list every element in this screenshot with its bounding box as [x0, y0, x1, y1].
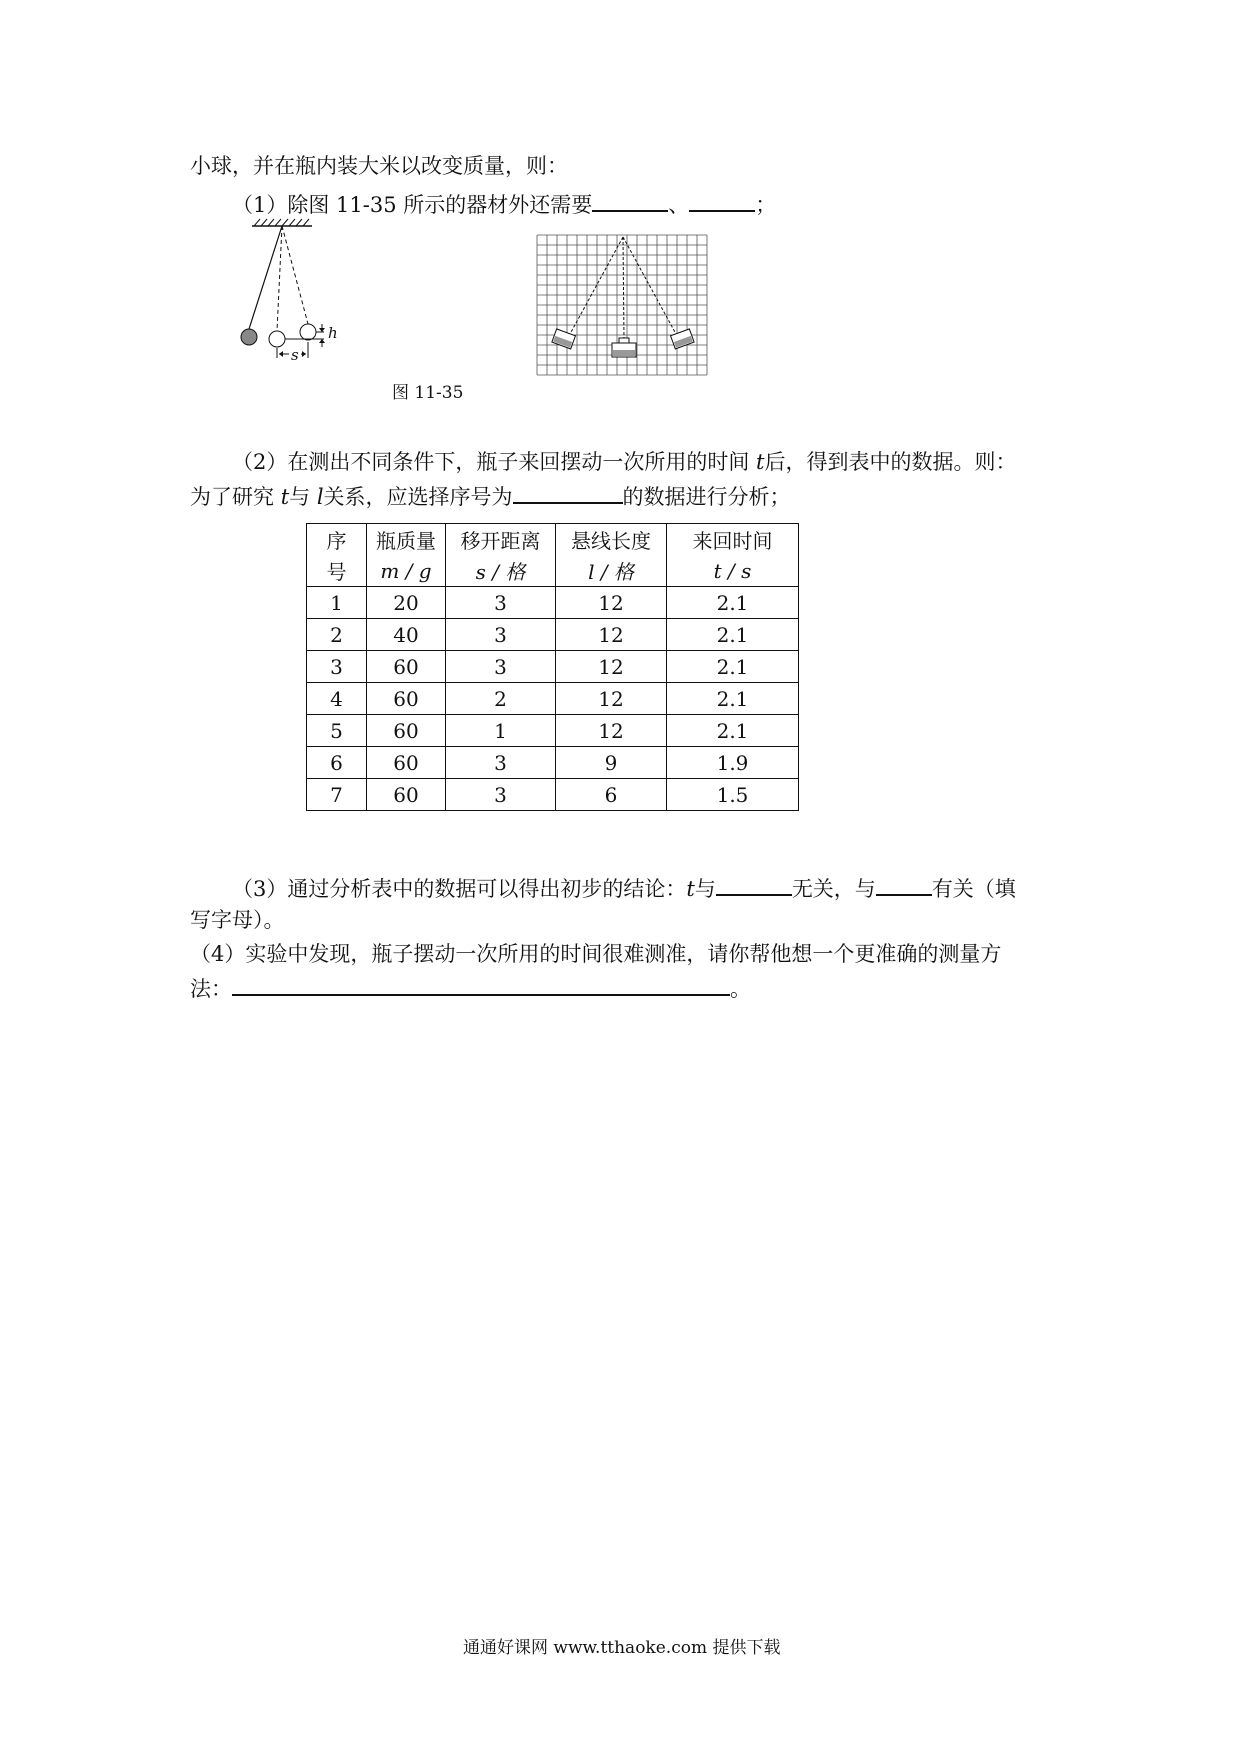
header-cell: 来回时间: [667, 524, 799, 556]
table-row: [307, 715, 799, 747]
table-cell: 60: [367, 747, 446, 779]
header-cell: 悬线长度: [556, 524, 667, 556]
table-cell: 9: [556, 747, 667, 779]
answer-blank-3a[interactable]: [716, 874, 792, 896]
table-cell: 60: [367, 779, 446, 811]
table-header-row-1: [307, 524, 799, 556]
answer-blank-1a[interactable]: [592, 190, 668, 212]
label-h: h: [328, 324, 338, 342]
table-cell: 3: [446, 747, 556, 779]
table-cell: 40: [367, 619, 446, 651]
question-2-line-1: （2）在测出不同条件下，瓶子来回摆动一次所用的时间 t后，得到表中的数据。则：: [232, 450, 1017, 474]
table-cell: 1: [307, 587, 367, 619]
table-cell: 1.9: [667, 747, 799, 779]
data-table: [306, 523, 799, 811]
header-cell: 号: [307, 555, 367, 587]
table-cell: 2.1: [667, 619, 799, 651]
table-cell: 3: [307, 651, 367, 683]
table-cell: 12: [556, 715, 667, 747]
answer-blank-2[interactable]: [513, 482, 623, 504]
answer-blank-4[interactable]: [232, 974, 730, 996]
answer-blank-3b[interactable]: [876, 874, 932, 896]
table-cell: 2.1: [667, 651, 799, 683]
table-cell: 60: [367, 683, 446, 715]
header-cell: 移开距离: [446, 524, 556, 556]
figure-caption: 图 11-35: [392, 383, 464, 403]
table-cell: 3: [446, 619, 556, 651]
table-cell: 2: [446, 683, 556, 715]
table-cell: 2.1: [667, 683, 799, 715]
table-cell: 12: [556, 683, 667, 715]
table-cell: 2.1: [667, 715, 799, 747]
table-cell: 60: [367, 651, 446, 683]
table-cell: 6: [556, 779, 667, 811]
answer-blank-1b[interactable]: [689, 190, 755, 212]
table-row: [307, 779, 799, 811]
table-cell: 7: [307, 779, 367, 811]
table-row: [307, 587, 799, 619]
grid-diagram: [536, 234, 710, 376]
table-cell: 1: [446, 715, 556, 747]
header-cell: 序: [307, 524, 367, 556]
table-row: [307, 683, 799, 715]
table-cell: 2.1: [667, 587, 799, 619]
table-row: [307, 651, 799, 683]
table-row: [307, 619, 799, 651]
question-2-line-2: 为了研究 t与 l关系，应选择序号为 的数据进行分析；: [190, 482, 791, 511]
table-header-row-2: [307, 555, 799, 587]
table-cell: 5: [307, 715, 367, 747]
label-s: s: [291, 346, 299, 364]
header-cell: s / 格: [446, 555, 556, 587]
pendulum-diagram: [232, 218, 332, 378]
table-cell: 12: [556, 587, 667, 619]
table-cell: 3: [446, 651, 556, 683]
table-cell: 12: [556, 651, 667, 683]
question-4-line-1: （4）实验中发现，瓶子摆动一次所用的时间很难测准，请你帮他想一个更准确的测量方: [190, 942, 1002, 966]
table-cell: 4: [307, 683, 367, 715]
header-cell: l / 格: [556, 555, 667, 587]
table-cell: 12: [556, 619, 667, 651]
header-cell: t / s: [667, 555, 799, 587]
intro-line: 小球，并在瓶内装大米以改变质量，则：: [190, 154, 568, 178]
footer-text: 通通好课网 www.tthaoke.com 提供下载: [463, 1638, 781, 1658]
table-cell: 1.5: [667, 779, 799, 811]
question-3-line-2: 写字母）。: [190, 908, 285, 932]
header-cell: 瓶质量: [367, 524, 446, 556]
table-cell: 3: [446, 587, 556, 619]
table-cell: 6: [307, 747, 367, 779]
table-cell: 20: [367, 587, 446, 619]
table-row: [307, 747, 799, 779]
question-4-line-2: 法： 。: [190, 974, 751, 1003]
table-cell: 3: [446, 779, 556, 811]
table-cell: 60: [367, 715, 446, 747]
table-cell: 2: [307, 619, 367, 651]
question-1: （1）除图 11-35 所示的器材外还需要 、 ；: [232, 190, 776, 219]
question-3-line-1: （3）通过分析表中的数据可以得出初步的结论：t与 无关，与 有关（填: [232, 874, 1016, 903]
header-cell: m / g: [367, 555, 446, 587]
